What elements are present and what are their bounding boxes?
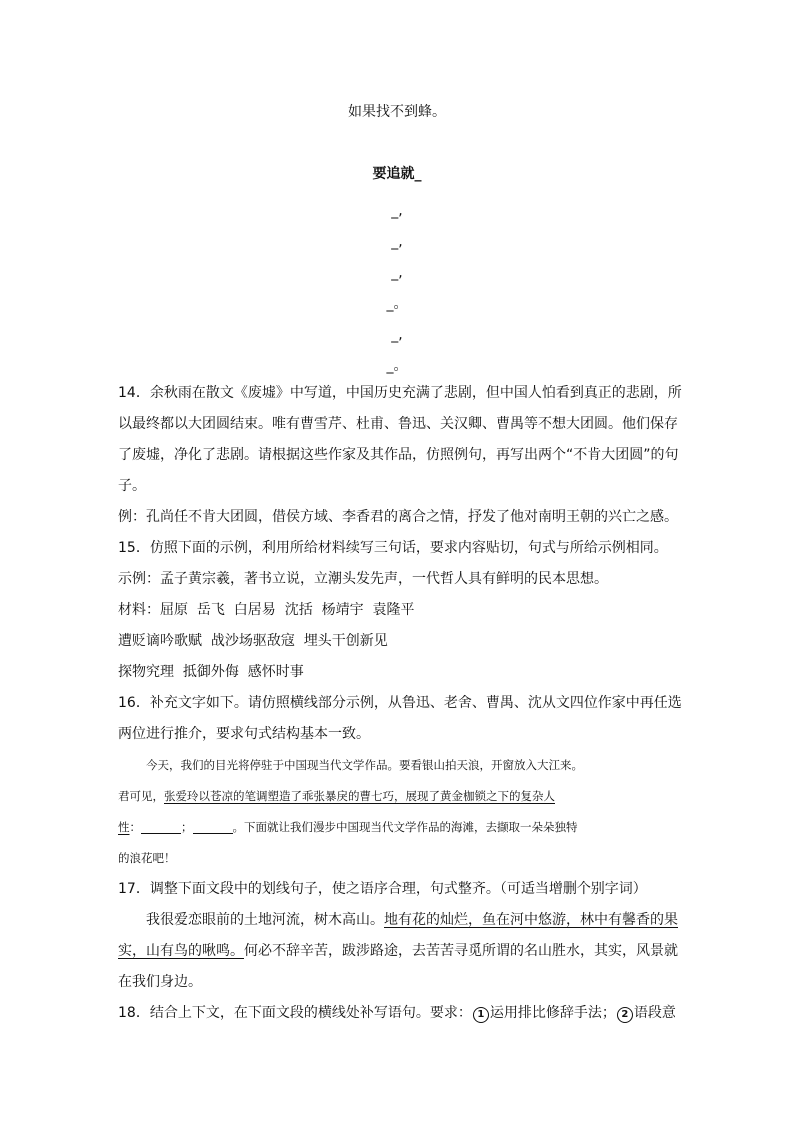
question-16 — [118, 688, 682, 874]
q14-example: 例：孔尚任不肯大团圆，借侯方域、李香君的离合之情，抒发了他对南明王朝的兴亡之感。 — [118, 509, 678, 525]
questions-body — [118, 378, 682, 1029]
q14-line: 14．余秋雨在散文《废墟》中写道，中国历史充满了悲剧，但中国人怕看到真正的悲剧，所 — [118, 385, 682, 401]
q18-stem — [118, 998, 678, 1029]
poem-blank-1: _, — [391, 203, 403, 219]
q16-colon: ： — [129, 820, 141, 834]
q17-text: 我很爱恋眼前的土地河流，树木高山。 — [146, 912, 384, 928]
poem-line: 如果找不到蜂。 — [348, 104, 446, 120]
q15-example: 示例：孟子黄宗羲，著书立说，立潮头发先声，一代哲人具有鲜明的民本思想。 — [118, 571, 608, 587]
q17-passage-line-3: 在我们身边。 — [118, 974, 202, 990]
question-17 — [118, 874, 678, 998]
question-15 — [118, 533, 678, 688]
q16-passage-text: 。下面就让我们漫步中国现当代文学作品的海滩，去撷取一朵朵独特 — [232, 820, 578, 834]
poem-blank-2: _, — [391, 234, 403, 250]
q18-requirement-1: 运用排比修辞手法； — [489, 1005, 616, 1021]
q17-passage-line-1 — [118, 905, 678, 936]
q16-passage-line-2 — [118, 781, 678, 812]
q16-passage-line-1: 今天，我们的目光将停驻于中国现当代文学作品。要看银山拍天浪，开窗放入大江来。 — [146, 758, 583, 772]
q14-line: 子。 — [118, 478, 146, 494]
q16-answer-blank-1[interactable] — [141, 819, 181, 834]
poem-blank-6: _。 — [386, 358, 408, 374]
q16-answer-blank-2[interactable] — [193, 819, 233, 834]
q17-passage-line-2 — [118, 936, 678, 967]
q18-requirement-2: 语段意 — [633, 1005, 676, 1021]
poem-blank-5: _, — [391, 327, 403, 343]
q14-line: 了废墟，净化了悲剧。请根据这些作家及其作品，仿照例句，再写出两个“不肯大团圆”的句 — [118, 447, 679, 463]
q16-underlined-example-end: 性 — [118, 820, 130, 834]
q16-stem-1: 16．补充文字如下。请仿照横线部分示例，从鲁迅、老舍、曹禺、沈从文四位作家中再任选 — [118, 695, 682, 711]
q15-materials-row2: 遭贬谪吟歌赋 战沙场驱敌寇 埋头干创新见 — [118, 633, 388, 649]
q16-semicolon: ； — [181, 820, 193, 834]
poem-blank-4: _。 — [386, 296, 408, 312]
q16-passage-line-3 — [118, 812, 678, 843]
circled-number-1: 1 — [473, 1007, 489, 1023]
question-18 — [118, 998, 678, 1029]
q16-passage-line-4: 的浪花吧！ — [118, 851, 176, 865]
q16-passage-text: 君可见， — [118, 789, 164, 803]
q17-text: 何必不辞辛苦，跋涉路途，去苦苦寻觅所谓的名山胜水，其实，风景就 — [244, 943, 678, 959]
q14-line: 以最终都以大团圆结束。唯有曹雪芹、杜甫、鲁迅、关汉卿、曹禺等不想大团圆。他们保存 — [118, 416, 678, 432]
q16-underlined-example: 张爱玲以苍凉的笔调塑造了乖张暴戾的曹七巧，展现了黄金枷锁之下的复杂人 — [164, 789, 555, 803]
q15-stem: 15．仿照下面的示例，利用所给材料续写三句话，要求内容贴切，句式与所给示例相同。 — [118, 540, 668, 556]
q15-materials-row3: 探物究理 抵御外侮 感怀时事 — [118, 664, 304, 680]
q15-materials: 材料：屈原 岳飞 白居易 沈括 杨靖宇 袁隆平 — [118, 602, 415, 618]
poem-blank-3: _, — [391, 265, 403, 281]
q18-text: 18．结合上下文，在下面文段的横线处补写语句。要求： — [118, 1005, 472, 1021]
q17-underlined-sentence-end: 实，山有鸟的啾鸣。 — [118, 943, 244, 959]
q17-underlined-sentence: 地有花的灿烂，鱼在河中悠游，林中有馨香的果 — [384, 912, 678, 928]
q17-stem: 17．调整下面文段中的划线句子，使之语序合理，句式整齐。（可适当增删个别字词） — [118, 881, 647, 897]
question-14 — [118, 378, 682, 533]
q16-stem-2: 两位进行推介，要求句式结构基本一致。 — [118, 726, 370, 742]
poem-title: 要追就_ — [372, 166, 422, 182]
circled-number-2: 2 — [617, 1007, 633, 1023]
